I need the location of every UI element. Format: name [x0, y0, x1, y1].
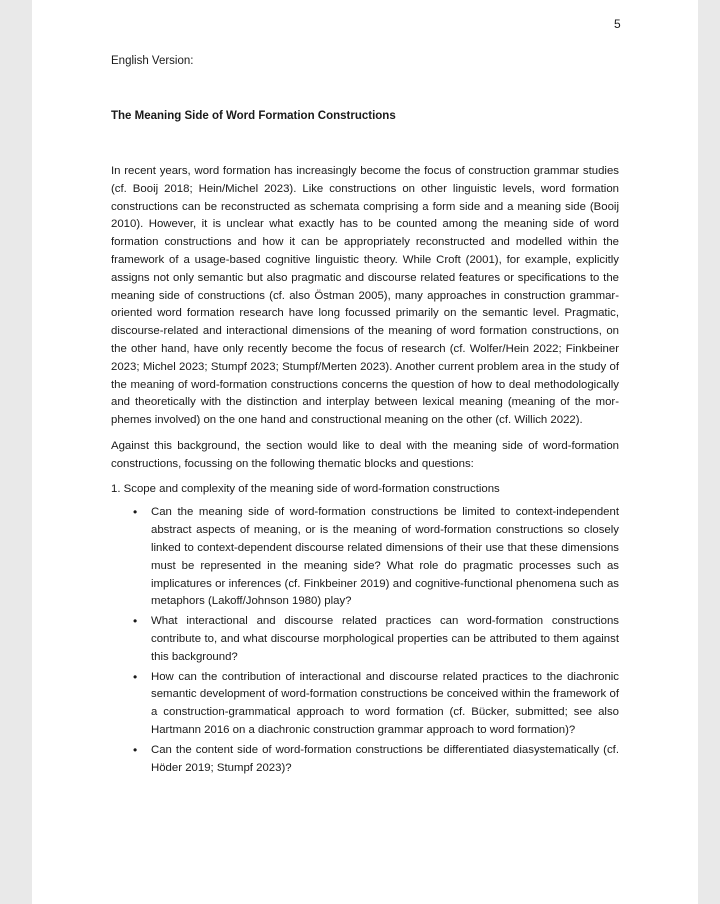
thematic-block-heading: 1. Scope and complexity of the meaning side of word-formation constructions	[111, 482, 500, 495]
list-item-text: Can the content side of word-formation constructions be differentiated diasystematically (cf. Höder 2019; Stumpf 2023)?	[151, 743, 619, 774]
document-page	[32, 0, 698, 904]
question-list	[111, 504, 619, 777]
list-item	[133, 669, 619, 740]
list-item-text: What interactional and discourse related practices can word-formation constructions contribute to, and what discourse morphological properties can be attributed to them against this background?	[151, 615, 619, 663]
bullet-icon: •	[133, 742, 138, 757]
bullet-icon: •	[133, 614, 138, 629]
list-item	[133, 742, 619, 778]
intro-paragraph: In recent years, word formation has increasingly become the focus of construction grammar studies (cf. Booij 2018; Hein/Michel 2023). Like constructions on other linguistic levels, word formation constructions can be reconstructed as schemata comprising a form side and a meaning side (Booij 2010). However, it is unclear what exactly has to be counted among the meaning side of word formation constructions and how it can be appropriately reconstructed and modelled within the framework of a usage-based cognitive linguistic theory. While Croft (2001), for example, explicitly assigns not only semantic but also pragmatic and discourse related features or specifications to the meaning side of constructions (cf. also Östman 2005), many approaches in construction grammar-oriented word formation research have long focussed primarily on the semantic level. Pragmatic, discourse-related and interactional dimensions of the meaning of word formation constructions, on the other hand, have only recently become the focus of research (cf. Wolfer/Hein 2022; Finkbeiner 2023; Michel 2023; Stumpf 2023; Stumpf/Merten 2023). Another current problem area in the study of the meaning of word-formation constructions concerns the question of how to deal methodologically and theoretically with the distinction and interplay between lexical meaning (meaning of the morphemes involved) on the one hand and constructional meaning on the other (cf. Willich 2022).	[111, 165, 619, 427]
bullet-icon: •	[133, 669, 138, 684]
page-number: 5	[614, 17, 621, 31]
list-item-text: How can the contribution of interactional and discourse related practices to the diachronic semantic development of word-formation constructions be conceived within the framework of a construction-grammatical approach to word formation (cf. Bücker, submitted; see also Hartmann 2016 on a diachronic construction grammar approach to word formation)?	[151, 670, 619, 736]
list-item	[133, 613, 619, 666]
transition-paragraph: Against this background, the section would like to deal with the meaning side of word-formation constructions, focussing on the following thematic blocks and questions:	[111, 439, 619, 470]
list-item	[133, 504, 619, 611]
version-label: English Version:	[111, 55, 194, 67]
body-text	[111, 163, 619, 779]
bullet-icon: •	[133, 505, 138, 520]
section-title: The Meaning Side of Word Formation Constructions	[111, 110, 396, 122]
list-item-text: Can the meaning side of word-formation constructions be limited to context-independent abstract aspects of meaning, or is the meaning of word-formation constructions so closely linked to context-dependent discourse related dimensions of their use that these dimensions must be represented in the meaning side? What role do pragmatic processes such as implicatures or inferences (cf. Finkbeiner 2019) and cognitive-functional phenomena such as metaphors (Lakoff/Johnson 1980) play?	[151, 506, 619, 608]
